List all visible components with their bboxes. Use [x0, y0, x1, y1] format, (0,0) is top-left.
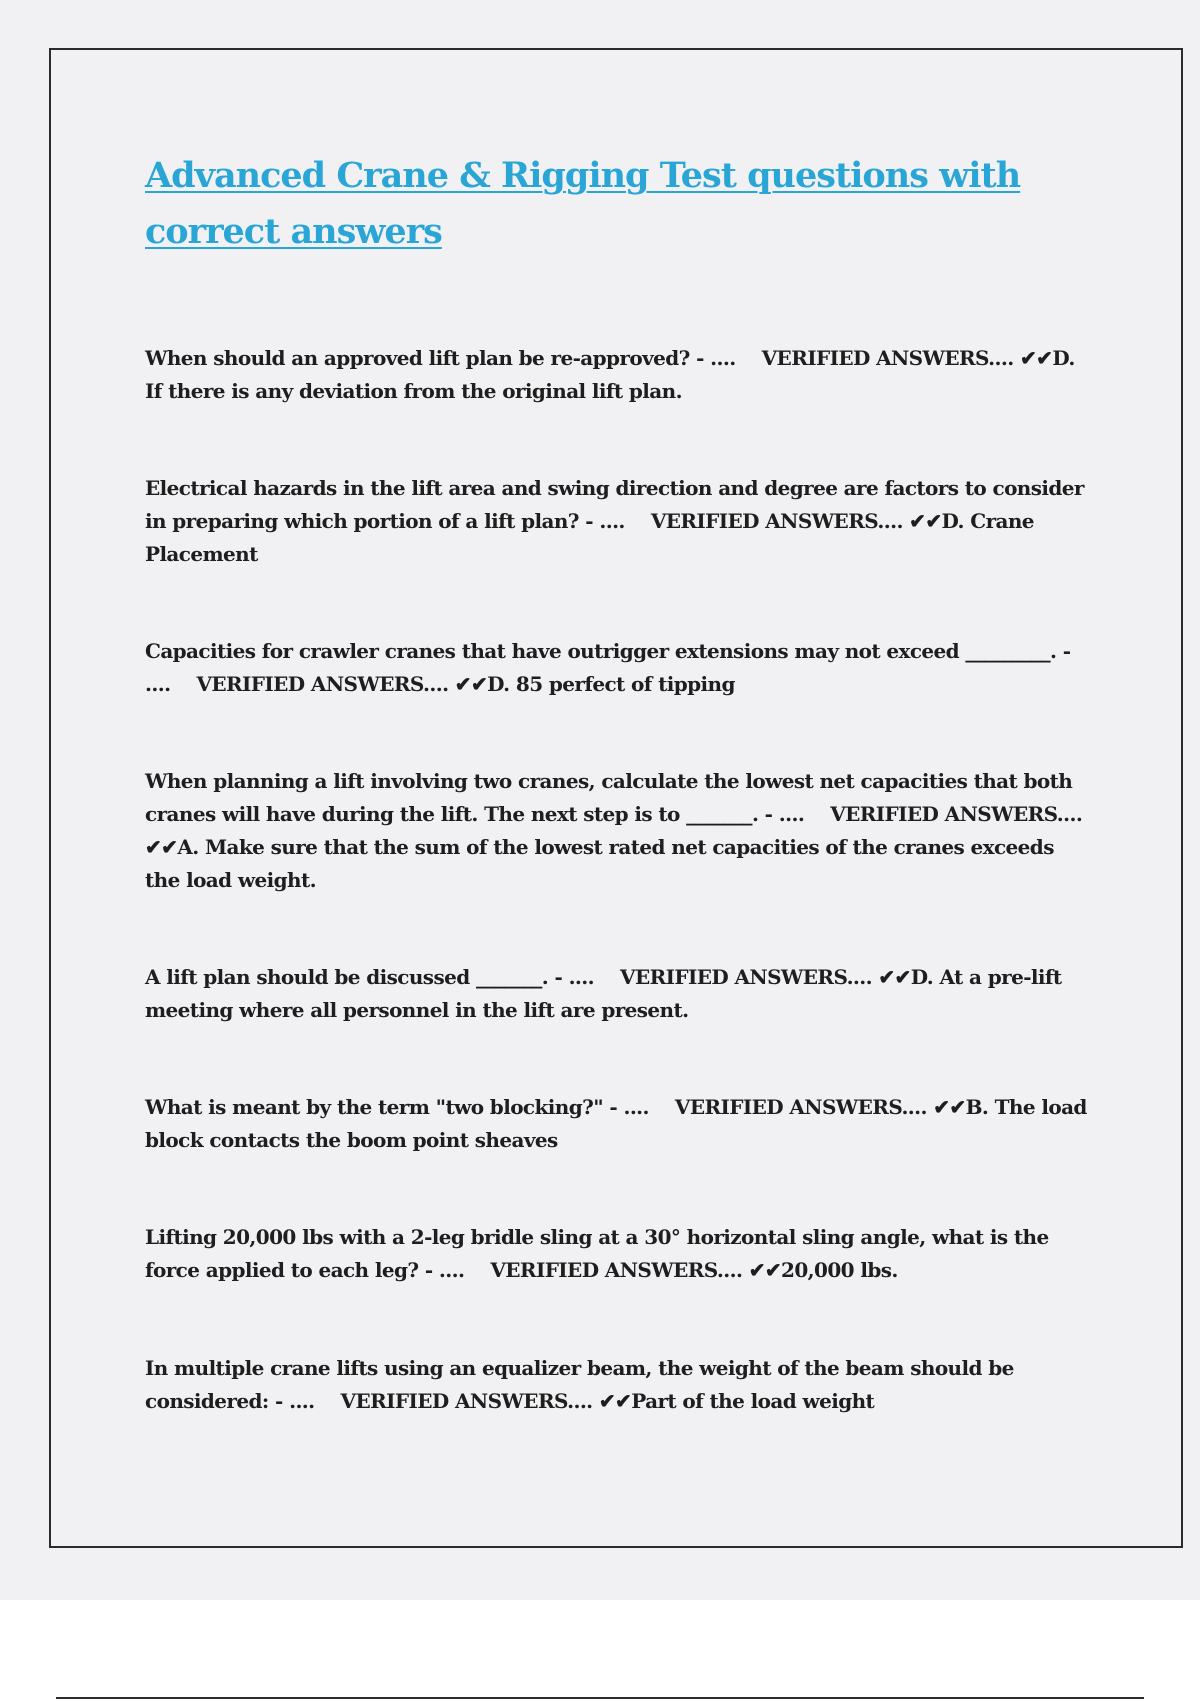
answer-marker: VERIFIED ANSWERS.... ✔✔	[340, 1389, 632, 1413]
qa-item-5	[145, 961, 1090, 1027]
qa-item-8	[145, 1352, 1090, 1418]
answer-text: D. 85 perfect of tipping	[487, 672, 735, 696]
question-text: When should an approved lift plan be re-approved? - ....	[145, 346, 736, 370]
question-text: A lift plan should be discussed _______. - ....	[145, 965, 595, 989]
question-text: Electrical hazards in the lift area and swing direction and degree are factors to consider in preparing which portion of a lift plan? - ....	[145, 476, 1084, 533]
question-text: Lifting 20,000 lbs with a 2-leg bridle sling at a 30° horizontal sling angle, what is the force applied to each leg? - ....	[145, 1225, 1049, 1282]
answer-text: D. Crane Placement	[145, 509, 1034, 566]
answer-text: B. The load block contacts the boom point sheaves	[145, 1095, 1087, 1152]
answer-text: Part of the load weight	[631, 1389, 875, 1413]
question-text: What is meant by the term "two blocking?" - ....	[145, 1095, 649, 1119]
answer-text: D. If there is any deviation from the original lift plan.	[145, 346, 1075, 403]
qa-item-6	[145, 1091, 1090, 1157]
question-text: Capacities for crawler cranes that have outrigger extensions may not exceed _________. - ....	[145, 639, 1071, 696]
qa-item-3	[145, 635, 1090, 701]
qa-item-2	[145, 472, 1090, 571]
qa-item-1	[145, 342, 1090, 408]
answer-marker: VERIFIED ANSWERS.... ✔✔	[620, 965, 911, 989]
answer-marker: VERIFIED ANSWERS.... ✔✔	[196, 672, 488, 696]
answer-marker: VERIFIED ANSWERS.... ✔✔	[650, 509, 942, 533]
qa-item-7	[145, 1221, 1090, 1287]
question-text: When planning a lift involving two cranes, calculate the lowest net capacities that both cranes will have during the lift. The next step is to _______. - ....	[145, 769, 1073, 826]
answer-text: A. Make sure that the sum of the lowest rated net capacities of the cranes exceeds the load weight.	[145, 835, 1054, 892]
answer-marker: VERIFIED ANSWERS.... ✔✔	[145, 802, 1083, 859]
answer-text: D. At a pre-lift meeting where all personnel in the lift are present.	[145, 965, 1062, 1022]
answer-marker: VERIFIED ANSWERS.... ✔✔	[674, 1095, 966, 1119]
footer-divider	[56, 1697, 1144, 1699]
answer-marker: VERIFIED ANSWERS.... ✔✔	[761, 346, 1053, 370]
question-text: In multiple crane lifts using an equalizer beam, the weight of the beam should be considered: - ....	[145, 1356, 1014, 1413]
document-title: Advanced Crane & Rigging Test questions with correct answers	[145, 155, 1021, 252]
answer-marker: VERIFIED ANSWERS.... ✔✔	[490, 1258, 782, 1282]
qa-item-4	[145, 765, 1090, 897]
answer-text: 20,000 lbs.	[781, 1258, 898, 1282]
